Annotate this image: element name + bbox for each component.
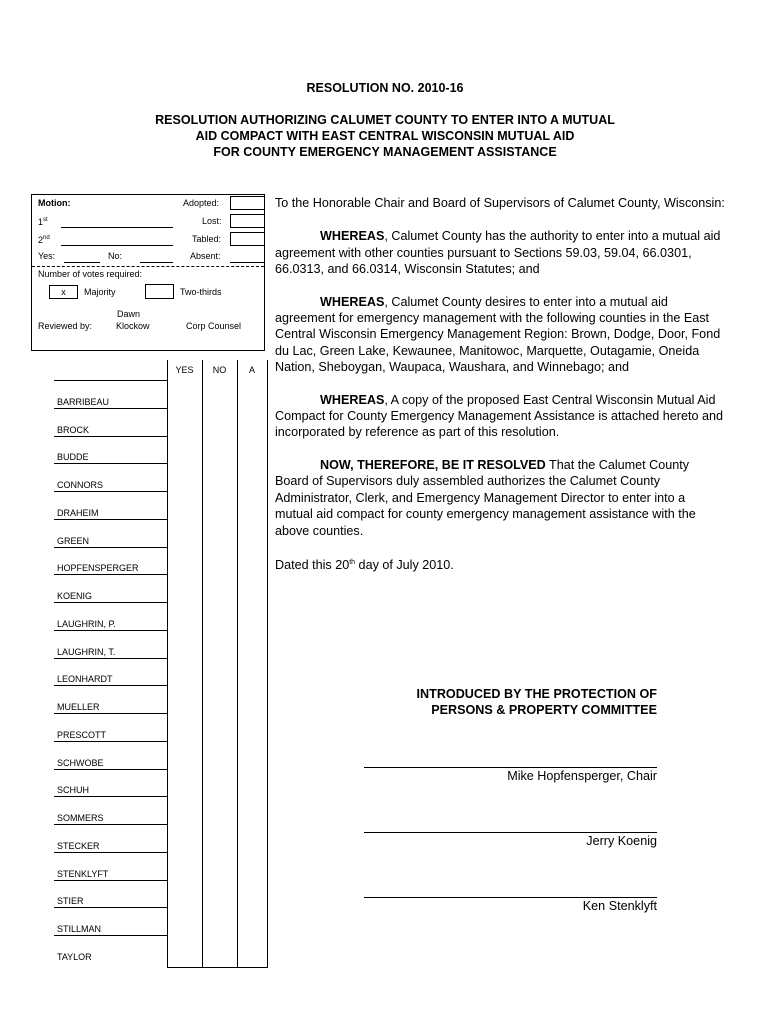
introduced-by: INTRODUCED BY THE PROTECTION OF PERSONS & PROPERTY COMMITTEE	[416, 687, 657, 718]
signature-name: Jerry Koenig	[586, 834, 657, 848]
table-row	[54, 409, 268, 437]
signature-line	[364, 897, 657, 898]
supervisor-name: STENKLYFT	[57, 868, 109, 879]
title-line: RESOLUTION AUTHORIZING CALUMET COUNTY TO ENTER INTO A MUTUAL	[155, 113, 615, 127]
lost-label: Lost:	[202, 216, 222, 226]
supervisor-name: LEONHARDT	[57, 674, 113, 685]
supervisor-name: HOPFENSPERGER	[57, 563, 139, 574]
resolution-body	[275, 195, 725, 574]
table-row	[54, 492, 268, 520]
table-row	[54, 742, 268, 770]
supervisor-name: STILLMAN	[57, 924, 102, 934]
supervisor-name: SCHUH	[57, 785, 90, 796]
table-row	[54, 714, 268, 742]
signature-name: Mike Hopfensperger, Chair	[507, 769, 657, 783]
votes-required-label: Number of votes required:	[38, 269, 143, 279]
adopted-label: Adopted:	[183, 198, 220, 208]
table-row	[54, 659, 268, 687]
supervisor-name: KOENIG	[57, 591, 93, 601]
motion-label: Motion:	[38, 198, 71, 208]
absent-line	[230, 262, 265, 263]
lost-box[interactable]	[230, 214, 265, 228]
table-row	[54, 520, 268, 548]
absent-label: Absent:	[190, 251, 221, 261]
yes-line	[64, 262, 100, 263]
table-row	[54, 770, 268, 798]
table-row	[54, 908, 268, 936]
table-row	[54, 631, 268, 659]
supervisor-name: MUELLER	[57, 702, 100, 712]
table-row	[54, 603, 268, 631]
no-column-header: NO	[212, 365, 227, 375]
resolution-title	[0, 112, 770, 160]
table-row	[54, 548, 268, 576]
majority-checkbox[interactable]	[49, 285, 78, 299]
table-row	[54, 575, 268, 603]
second-line	[61, 245, 173, 246]
supervisor-name: CONNORS	[57, 480, 104, 490]
two-thirds-checkbox[interactable]	[145, 284, 174, 299]
supervisor-name: STIER	[57, 896, 84, 907]
reviewer-last-name: Klockow	[116, 321, 150, 331]
corp-counsel-label: Corp Counsel	[186, 321, 242, 331]
no-line	[140, 262, 173, 263]
supervisor-name: SOMMERS	[57, 813, 104, 823]
table-bottom	[167, 967, 268, 968]
supervisor-name: LAUGHRIN, T.	[57, 646, 116, 657]
no-label: No:	[108, 251, 123, 261]
signature-line	[364, 832, 657, 833]
table-row	[54, 464, 268, 492]
yes-label: Yes:	[38, 251, 56, 261]
reviewer-first-name: Dawn	[117, 309, 141, 319]
reviewed-by-label: Reviewed by:	[38, 321, 93, 331]
first-line	[61, 227, 173, 228]
supervisor-name: DRAHEIM	[57, 507, 99, 518]
table-row	[54, 437, 268, 465]
yes-column-header: YES	[175, 365, 194, 375]
title-line: FOR COUNTY EMERGENCY MANAGEMENT ASSISTANCE	[213, 145, 557, 159]
table-row	[54, 881, 268, 909]
supervisor-name: BARRIBEAU	[57, 396, 110, 407]
table-row	[54, 797, 268, 825]
tabled-label: Tabled:	[192, 234, 222, 244]
tabled-box[interactable]	[230, 232, 265, 246]
majority-mark: x	[61, 287, 66, 297]
supervisor-name: BUDDE	[57, 452, 89, 463]
divider	[32, 266, 264, 267]
table-row	[54, 381, 268, 409]
table-row	[54, 853, 268, 881]
salutation: To the Honorable Chair and Board of Supervisors of Calumet County, Wisconsin:	[275, 196, 725, 210]
resolution-number: RESOLUTION NO. 2010-16	[306, 81, 464, 95]
supervisor-name: PRESCOTT	[57, 729, 107, 740]
supervisor-name: TAYLOR	[57, 951, 92, 962]
dated-line: Dated this 20th day of July 2010.	[275, 558, 454, 573]
two-thirds-label: Two-thirds	[180, 287, 222, 297]
motion-box	[31, 194, 265, 351]
adopted-box[interactable]	[230, 196, 265, 210]
supervisor-name: SCHWOBE	[57, 757, 104, 768]
second-label: 2nd	[38, 235, 50, 245]
table-row	[54, 686, 268, 714]
table-row	[54, 825, 268, 853]
whereas-paragraph-2: WHEREAS, Calumet County desires to enter into a mutual aid agreement for emergency management with the following counties in the East Central Wisconsin Emergency Management Region: Brown, Dodge, Door, Fond du Lac, Green Lake, Kewaunee, Manitowoc, Marquette, Outagamie, Oneida Nation, Sheboygan, Waupaca, Waushara, and Winnebago; and	[275, 294, 721, 375]
supervisor-name: STECKER	[57, 840, 100, 851]
supervisor-name: BROCK	[57, 424, 90, 435]
roll-call-table	[54, 360, 268, 968]
title-line: AID COMPACT WITH EAST CENTRAL WISCONSIN MUTUAL AID	[195, 129, 575, 143]
signature-name: Ken Stenklyft	[582, 899, 657, 913]
whereas-paragraph-1: WHEREAS, Calumet County has the authority to enter into a mutual aid agreement with other counties pursuant to Sections 59.03, 59.04, 66.0301, 66.0313, and 66.0314, Wisconsin Statutes; and	[275, 229, 721, 277]
supervisor-name: GREEN	[57, 535, 90, 546]
whereas-paragraph-3: WHEREAS, A copy of the proposed East Central Wisconsin Mutual Aid Compact for County Emergency Management Assistance is attached hereto and incorporated by reference as part of this resolution.	[275, 392, 724, 440]
absent-column-header: A	[248, 365, 255, 375]
supervisor-name: LAUGHRIN, P.	[57, 618, 116, 629]
signature-line	[364, 767, 657, 768]
resolved-paragraph: NOW, THEREFORE, BE IT RESOLVED That the Calumet County Board of Supervisors duly assembled authorizes the Calumet County Administrator, Clerk, and Emergency Management Director to enter into a mutual aid compact for county emergency management assistance with the above counties.	[275, 457, 696, 538]
table-row	[54, 936, 268, 964]
majority-label: Majority	[84, 287, 116, 297]
first-label: 1st	[38, 217, 48, 227]
